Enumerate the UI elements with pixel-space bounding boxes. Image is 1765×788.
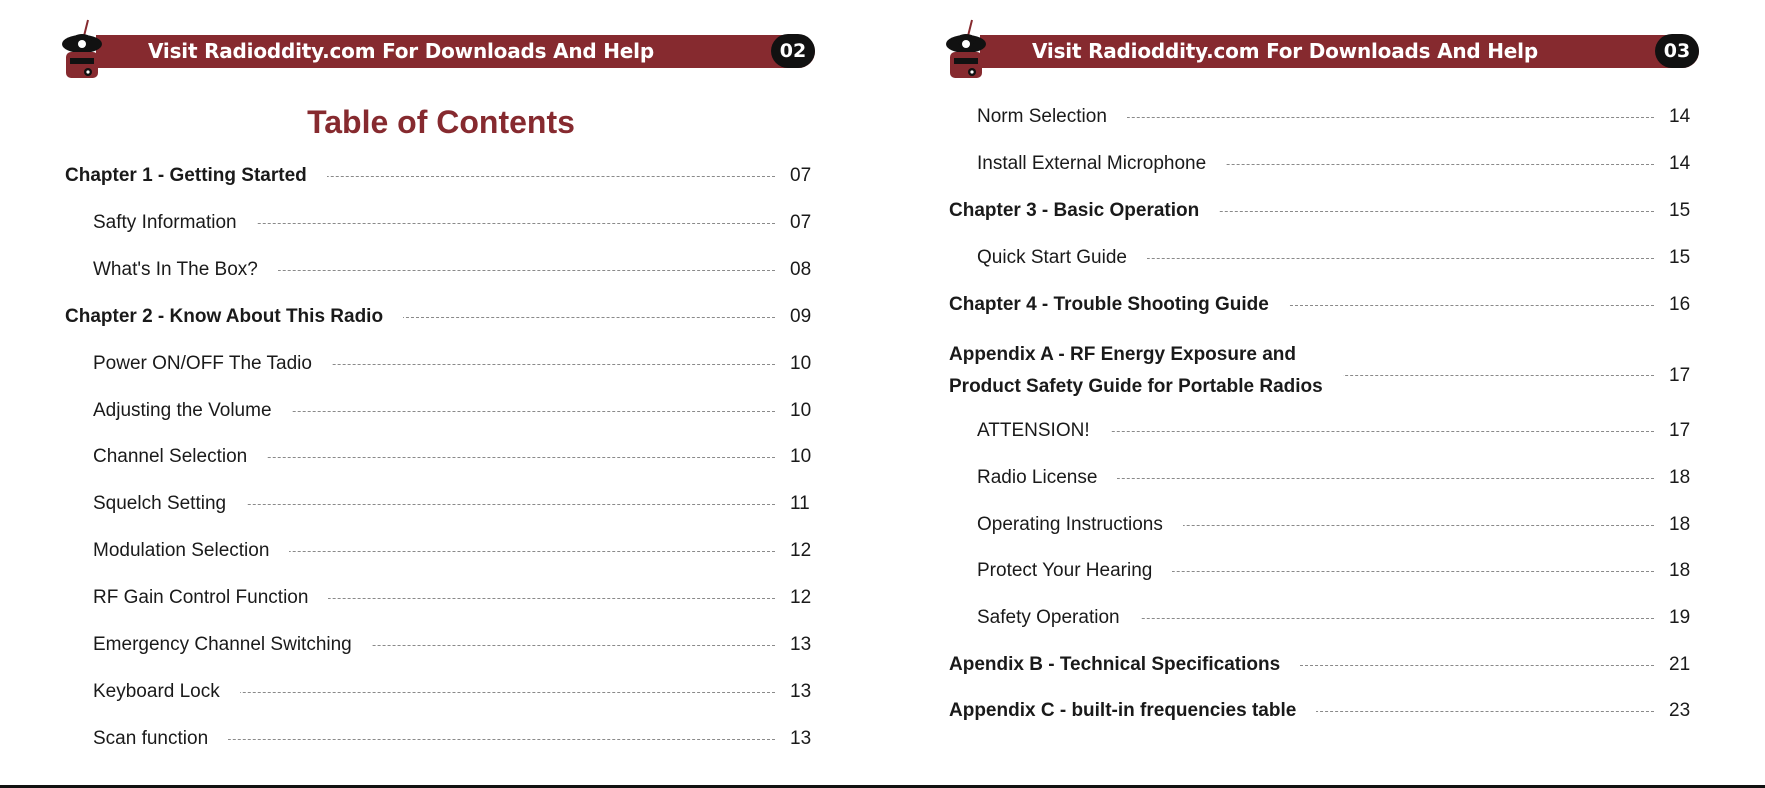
toc-page-number: 13 bbox=[790, 634, 812, 655]
toc-entry-label: Radio License bbox=[977, 465, 1117, 491]
toc-section-entry[interactable] bbox=[0, 585, 882, 611]
toc-entry-label: Modulation Selection bbox=[93, 538, 289, 564]
toc-entry-label: Operating Instructions bbox=[977, 512, 1183, 538]
toc-chapter-entry[interactable] bbox=[882, 292, 1765, 318]
toc-section-entry[interactable] bbox=[0, 491, 882, 517]
toc-page-number: 10 bbox=[790, 353, 812, 374]
toc-page-number: 12 bbox=[790, 540, 812, 561]
toc-page-number: 18 bbox=[1669, 560, 1691, 581]
page-header bbox=[60, 18, 815, 88]
toc-page-number: 15 bbox=[1669, 200, 1691, 221]
toc-entry-label: Appendix C - built-in frequencies table bbox=[949, 698, 1316, 724]
toc-entry-label: Chapter 3 - Basic Operation bbox=[949, 198, 1219, 224]
toc-section-entry[interactable] bbox=[882, 605, 1765, 631]
toc-entry-label: Channel Selection bbox=[93, 444, 267, 470]
toc-section-entry[interactable] bbox=[882, 151, 1765, 177]
toc-section-entry[interactable] bbox=[0, 632, 882, 658]
toc-entry-label-line1: Appendix A - RF Energy Exposure and bbox=[949, 344, 1296, 365]
toc-page-number: 13 bbox=[790, 681, 812, 702]
toc-chapter-entry[interactable] bbox=[882, 198, 1765, 224]
toc-chapter-entry[interactable] bbox=[882, 344, 1765, 397]
toc-page-number: 10 bbox=[790, 446, 812, 467]
toc-entry-label: Safety Operation bbox=[977, 605, 1140, 631]
toc-page-number: 23 bbox=[1669, 700, 1691, 721]
toc-page-number: 19 bbox=[1669, 607, 1691, 628]
toc-page-number: 13 bbox=[790, 728, 812, 749]
toc-section-entry[interactable] bbox=[882, 558, 1765, 584]
toc-entry-label: Keyboard Lock bbox=[93, 679, 240, 705]
toc-entry-label: Safty Information bbox=[93, 210, 257, 236]
toc-entry-label: ATTENSION! bbox=[977, 418, 1110, 444]
toc-page-number: 18 bbox=[1669, 467, 1691, 488]
toc-chapter-entry[interactable] bbox=[0, 163, 882, 189]
toc-section-entry[interactable] bbox=[0, 398, 882, 424]
toc-section-entry[interactable] bbox=[0, 538, 882, 564]
toc-entry-label-line2: Product Safety Guide for Portable Radios bbox=[949, 376, 1323, 397]
page-header bbox=[944, 18, 1699, 88]
toc-entry-label: Norm Selection bbox=[977, 104, 1127, 130]
toc-page-number: 14 bbox=[1669, 106, 1691, 127]
radio-mascot-icon bbox=[944, 18, 996, 88]
toc-page-number: 21 bbox=[1669, 654, 1691, 675]
page-title: Table of Contents bbox=[307, 104, 575, 140]
toc-section-entry[interactable] bbox=[0, 444, 882, 470]
toc-entry-label: Adjusting the Volume bbox=[93, 398, 292, 424]
page-02 bbox=[0, 0, 882, 788]
page-03 bbox=[882, 0, 1765, 788]
toc-page-number: 08 bbox=[790, 259, 812, 280]
toc-entry-label: Scan function bbox=[93, 726, 228, 752]
toc-entry-label: Chapter 4 - Trouble Shooting Guide bbox=[949, 292, 1289, 318]
toc-entry-label: Emergency Channel Switching bbox=[93, 632, 372, 658]
toc-entry-label: Chapter 1 - Getting Started bbox=[65, 163, 327, 189]
toc-section-entry[interactable] bbox=[882, 245, 1765, 271]
toc-entry-label: Quick Start Guide bbox=[977, 245, 1147, 271]
toc-entry-label: Power ON/OFF The Tadio bbox=[93, 351, 332, 377]
toc-page-number: 15 bbox=[1669, 247, 1691, 268]
toc-section-entry[interactable] bbox=[0, 257, 882, 283]
toc-page-number: 07 bbox=[790, 165, 812, 186]
header-text: Visit Radioddity.com For Downloads And Help bbox=[1032, 39, 1538, 63]
toc-entry-label: Squelch Setting bbox=[93, 491, 246, 517]
toc-entry-label: Chapter 2 - Know About This Radio bbox=[65, 304, 403, 330]
toc-page-number: 11 bbox=[790, 493, 810, 514]
toc-entry-label: Apendix B - Technical Specifications bbox=[949, 652, 1300, 678]
toc-entry-label bbox=[949, 339, 1343, 403]
toc-entry-label: Protect Your Hearing bbox=[977, 558, 1172, 584]
page-number-badge: 03 bbox=[1655, 34, 1699, 68]
toc-page-number: 09 bbox=[790, 306, 812, 327]
toc-section-entry[interactable] bbox=[0, 726, 882, 752]
toc-chapter-entry[interactable] bbox=[0, 304, 882, 330]
toc-page-number: 12 bbox=[790, 587, 812, 608]
toc-section-entry[interactable] bbox=[0, 679, 882, 705]
toc-page-number: 10 bbox=[790, 400, 812, 421]
toc-page-number: 17 bbox=[1669, 420, 1691, 441]
toc-section-entry[interactable] bbox=[882, 104, 1765, 130]
toc-chapter-entry[interactable] bbox=[882, 652, 1765, 678]
toc-page-number: 17 bbox=[1669, 365, 1691, 386]
toc-section-entry[interactable] bbox=[0, 210, 882, 236]
page-number-badge: 02 bbox=[771, 34, 815, 68]
toc-section-entry[interactable] bbox=[882, 418, 1765, 444]
toc-page-number: 16 bbox=[1669, 294, 1691, 315]
toc-section-entry[interactable] bbox=[0, 351, 882, 377]
toc-section-entry[interactable] bbox=[882, 465, 1765, 491]
toc-page-number: 18 bbox=[1669, 514, 1691, 535]
toc-chapter-entry[interactable] bbox=[882, 698, 1765, 724]
toc-section-entry[interactable] bbox=[882, 512, 1765, 538]
toc-page-number: 07 bbox=[790, 212, 812, 233]
toc-page-number: 14 bbox=[1669, 153, 1691, 174]
header-text: Visit Radioddity.com For Downloads And Help bbox=[148, 39, 654, 63]
radio-mascot-icon bbox=[60, 18, 112, 88]
toc-entry-label: What's In The Box? bbox=[93, 257, 278, 283]
toc-entry-label: RF Gain Control Function bbox=[93, 585, 328, 611]
toc-entry-label: Install External Microphone bbox=[977, 151, 1226, 177]
